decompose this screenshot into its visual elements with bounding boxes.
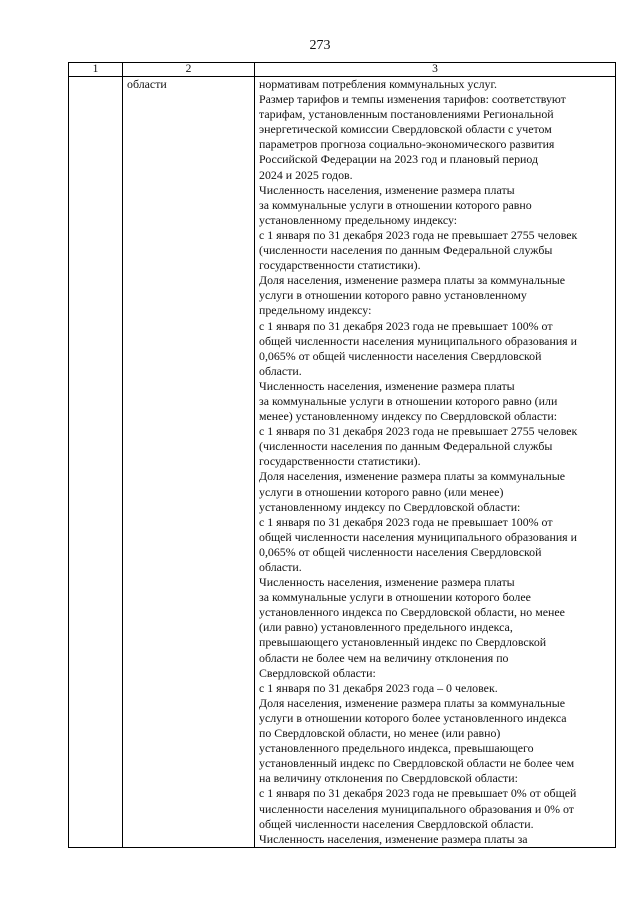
table-header-row — [69, 63, 616, 77]
text-line: Доля населения, изменение размера платы за коммунальные — [259, 695, 566, 710]
text-line: с 1 января по 31 декабря 2023 года не превышает 100% от — [259, 514, 553, 529]
text-line: Доля населения, изменение размера платы за коммунальные — [259, 273, 566, 288]
text-line: Российской Федерации на 2023 год и плановый период — [259, 152, 539, 167]
header-col-2: 2 — [123, 63, 255, 77]
text-line: Доля населения, изменение размера платы за коммунальные — [259, 469, 566, 484]
text-line: нормативам потребления коммунальных услуг. — [259, 77, 497, 91]
text-line: услуги в отношении которого более установленного индекса — [259, 710, 567, 725]
text-line: с 1 января по 31 декабря 2023 года не превышает 100% от — [259, 318, 553, 333]
text-line: предельному индексу: — [259, 303, 372, 318]
text-line: установленного предельного индекса, превышающего — [259, 741, 534, 756]
text-line: за коммунальные услуги в отношении которого более — [259, 590, 531, 605]
text-line: за коммунальные услуги в отношении которого равно — [259, 197, 532, 212]
text-line: за коммунальные услуги в отношении которого равно (или — [259, 393, 558, 408]
header-col-3: 3 — [255, 63, 616, 77]
text-line: (численности населения по данным Федеральной службы — [259, 439, 553, 454]
text-line: общей численности населения муниципального образования и — [259, 529, 577, 544]
text-line: государственности статистики). — [259, 258, 421, 273]
text-line: численности населения муниципального образования и 0% от — [259, 801, 575, 816]
text-line: с 1 января по 31 декабря 2023 года – 0 человек. — [259, 680, 498, 695]
text-line: параметров прогноза социально-экономического развития — [259, 137, 555, 152]
text-line: Численность населения, изменение размера платы — [259, 575, 515, 590]
text-line: Свердловской области: — [259, 665, 376, 680]
text-line: услуги в отношении которого равно установленному — [259, 288, 527, 303]
cell-col-2: области — [123, 77, 255, 848]
text-line: 2024 и 2025 годов. — [259, 167, 353, 182]
text-line: энергетической комиссии Свердловской области с учетом — [259, 122, 552, 137]
text-line: (или равно) установленного предельного индекса, — [259, 620, 513, 635]
text-line: установленному индексу по Свердловской области: — [259, 499, 521, 514]
table-row — [69, 77, 616, 848]
text-line: установленного индекса по Свердловской области, но менее — [259, 605, 565, 620]
text-line: Численность населения, изменение размера платы — [259, 182, 515, 197]
text-line: тарифам, установленным постановлениями Региональной — [259, 107, 554, 122]
text-line: Численность населения, изменение размера платы за — [259, 831, 528, 846]
text-line: Размер тарифов и темпы изменения тарифов: соответствуют — [259, 92, 566, 107]
text-line: превышающего установленный индекс по Свердловской — [259, 635, 547, 650]
text-line: области. — [259, 560, 302, 574]
text-line: общей численности населения Свердловской области. — [259, 816, 534, 831]
text-line: по Свердловской области, но менее (или равно) — [259, 726, 501, 741]
text-line: менее) установленному индексу по Свердловской области: — [259, 409, 558, 424]
cell-col-3 — [255, 77, 616, 848]
cell-col-1 — [69, 77, 123, 848]
text-line: с 1 января по 31 декабря 2023 года не превышает 2755 человек — [259, 424, 578, 439]
text-line: с 1 января по 31 декабря 2023 года не превышает 2755 человек — [259, 227, 578, 242]
text-line: на величину отклонения по Свердловской области: — [259, 771, 518, 786]
text-line: Численность населения, изменение размера платы — [259, 378, 515, 393]
text-line: области. — [259, 363, 302, 378]
text-line: государственности статистики). — [259, 454, 421, 469]
text-line: установленному предельному индексу: — [259, 212, 458, 227]
page-number: 273 — [309, 38, 331, 53]
text-line: общей численности населения муниципального образования и — [259, 333, 577, 348]
text-line: услуги в отношении которого равно (или менее) — [259, 484, 504, 499]
text-line: 0,065% от общей численности населения Свердловской — [259, 544, 542, 559]
text-line: (численности населения по данным Федеральной службы — [259, 243, 553, 258]
header-col-1: 1 — [69, 63, 123, 77]
text-line: установленный индекс по Свердловской области не более чем — [259, 756, 575, 771]
text-line: 0,065% от общей численности населения Свердловской — [259, 348, 542, 363]
text-line: с 1 января по 31 декабря 2023 года не превышает 0% от общей — [259, 786, 577, 801]
text-line: области не более чем на величину отклонения по — [259, 650, 509, 665]
document-table — [68, 62, 616, 848]
